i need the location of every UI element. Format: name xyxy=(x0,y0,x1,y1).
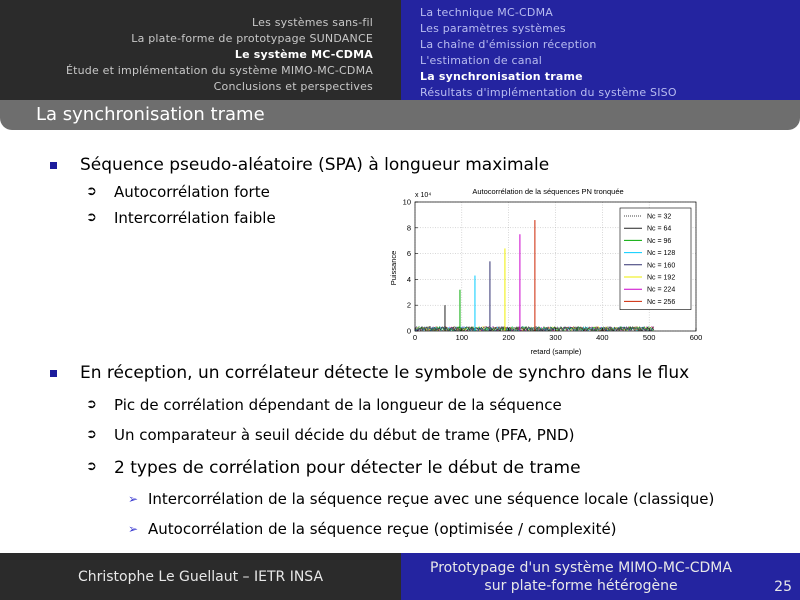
footer-author: Christophe Le Guellaut – IETR INSA xyxy=(77,569,324,585)
legend-label: Nc = 224 xyxy=(647,286,676,294)
legend-label: Nc = 160 xyxy=(647,262,676,270)
nav-subsection-chaine[interactable]: La chaîne d'émission réception xyxy=(420,38,597,51)
nav-subsection-parametres[interactable]: Les paramètres systèmes xyxy=(420,22,566,35)
triangle-bullet-icon: ➢ xyxy=(128,492,139,506)
chart-scale-label: x 10⁴ xyxy=(415,192,432,199)
y-tick-label: 4 xyxy=(406,274,411,284)
x-tick-label: 100 xyxy=(455,333,469,342)
bullet-text: Pic de corrélation dépendant de la longueur de la séquence xyxy=(114,396,562,414)
nav-subsection-estimation[interactable]: L'estimation de canal xyxy=(420,54,543,67)
bullet-text: Séquence pseudo-aléatoire (SPA) à longueur maximale xyxy=(80,155,550,175)
legend-label: Nc = 256 xyxy=(647,298,676,306)
arrow-bullet-icon: ➲ xyxy=(86,427,97,442)
bullet-text: Autocorrélation de la séquence reçue (optimisée / complexité) xyxy=(148,520,617,538)
bullet-text: Intercorrélation faible xyxy=(114,209,276,227)
x-tick-label: 0 xyxy=(412,333,418,342)
y-tick-label: 8 xyxy=(406,223,411,233)
triangle-bullet-icon: ➢ xyxy=(128,522,139,536)
x-tick-label: 400 xyxy=(596,333,609,342)
legend-label: Nc = 128 xyxy=(647,250,676,258)
bullet-text: Un comparateur à seuil décide du début de trame (PFA, PND) xyxy=(114,426,575,444)
footer-title-panel xyxy=(401,553,800,600)
arrow-bullet-icon: ➲ xyxy=(86,210,97,225)
nav-section-conclusions[interactable]: Conclusions et perspectives xyxy=(213,80,373,93)
slide-title: La synchronisation trame xyxy=(36,104,265,125)
square-bullet-icon xyxy=(50,162,57,169)
nav-section-mimo-mc-cdma[interactable]: Étude et implémentation du système MIMO-MC-CDMA xyxy=(65,64,373,77)
legend-label: Nc = 96 xyxy=(647,237,672,245)
nav-section-mc-cdma[interactable]: Le système MC-CDMA xyxy=(234,48,373,61)
autocorrelation-chart xyxy=(383,184,708,359)
nav-section-sundance[interactable]: La plate-forme de prototypage SUNDANCE xyxy=(131,32,373,45)
legend-label: Nc = 192 xyxy=(647,274,676,282)
chart-title: Autocorrélation de la séquences PN tronquée xyxy=(472,187,624,196)
bullet-text: Autocorrélation forte xyxy=(114,183,270,201)
legend-label: Nc = 64 xyxy=(647,225,672,233)
chart-legend xyxy=(620,208,691,310)
x-tick-label: 200 xyxy=(502,333,515,342)
bullet-text: En réception, un corrélateur détecte le symbole de synchro dans le flux xyxy=(80,363,690,383)
chart-x-axis-label: retard (sample) xyxy=(530,347,582,356)
footer-title-line2: sur plate-forme hétérogène xyxy=(484,578,678,594)
subsection-navigation xyxy=(401,0,800,100)
y-tick-label: 0 xyxy=(406,326,411,336)
slide-title-bar xyxy=(0,100,800,130)
arrow-bullet-icon: ➲ xyxy=(86,459,97,474)
page-number: 25 xyxy=(774,579,792,595)
legend-box xyxy=(620,208,691,310)
nav-subsection-synchronisation[interactable]: La synchronisation trame xyxy=(420,70,583,83)
bullet-text: Intercorrélation de la séquence reçue avec une séquence locale (classique) xyxy=(148,490,715,508)
y-tick-label: 10 xyxy=(402,197,411,207)
nav-subsection-resultats[interactable]: Résultats d'implémentation du système SISO xyxy=(420,86,677,99)
y-tick-label: 6 xyxy=(406,249,411,259)
arrow-bullet-icon: ➲ xyxy=(86,397,97,412)
nav-section-sans-fil[interactable]: Les systèmes sans-fil xyxy=(251,16,373,29)
chart-y-axis-label: Puissance xyxy=(389,250,398,286)
legend-label: Nc = 32 xyxy=(647,213,672,221)
x-tick-label: 500 xyxy=(642,333,656,342)
x-tick-label: 300 xyxy=(549,333,562,342)
footer-author-panel xyxy=(0,553,401,600)
footer-title-line1: Prototypage d'un système MIMO-MC-CDMA xyxy=(430,560,732,576)
bullet-text: 2 types de corrélation pour détecter le début de trame xyxy=(114,458,581,478)
section-navigation xyxy=(0,0,401,100)
square-bullet-icon xyxy=(50,370,57,377)
y-tick-label: 2 xyxy=(406,300,411,310)
x-tick-label: 600 xyxy=(689,333,703,342)
nav-subsection-technique[interactable]: La technique MC-CDMA xyxy=(420,6,554,19)
arrow-bullet-icon: ➲ xyxy=(86,184,97,199)
